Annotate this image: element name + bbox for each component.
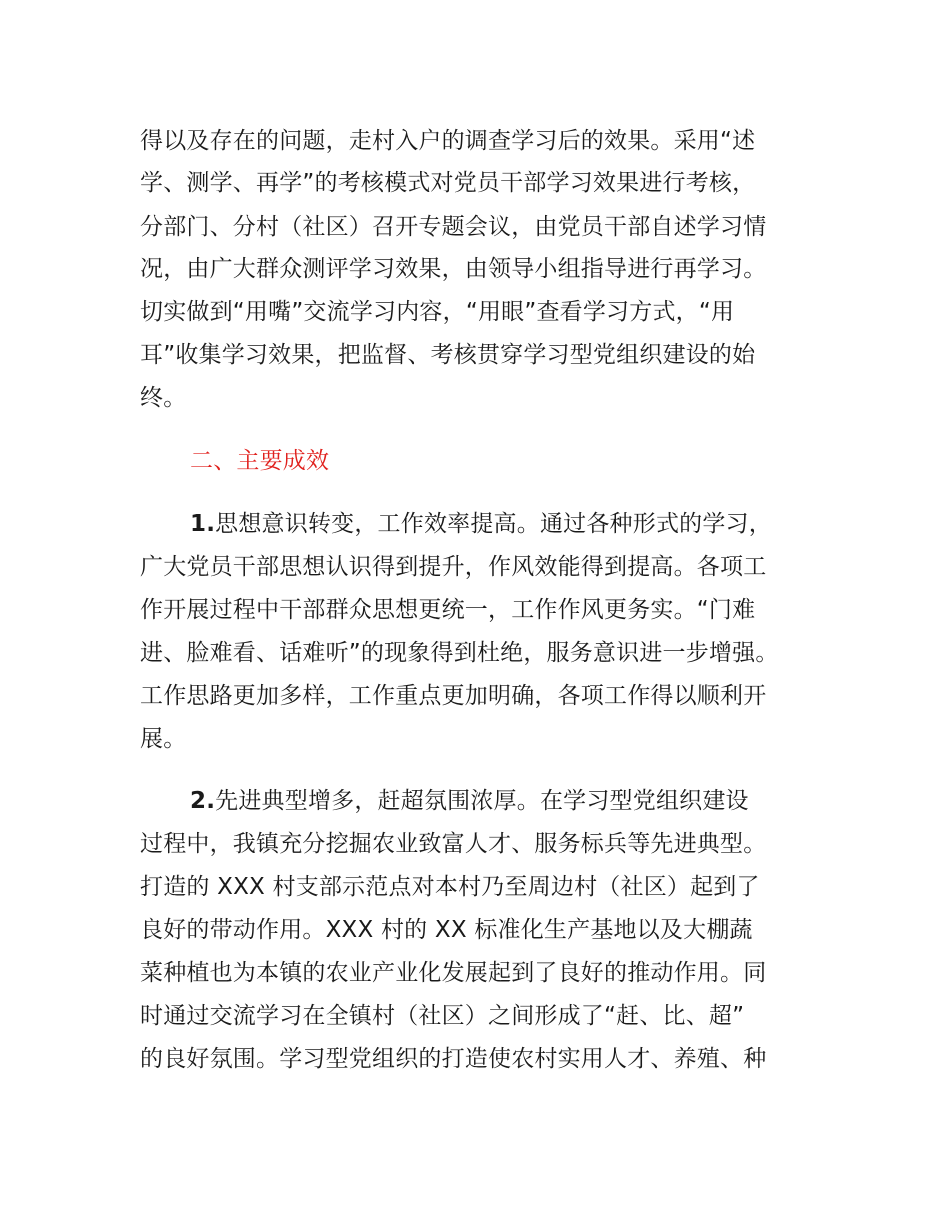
item-1-text: 思想意识转变，工作效率提高。通过各种形式的学习，	[215, 511, 772, 537]
paragraph-1-line-1: 得以及存在的问题，走村入户的调查学习后的效果。采用“述	[140, 128, 756, 154]
item-2-text: 先进典型增多，赶超氛围浓厚。在学习型党组织建设	[215, 788, 749, 814]
item-1-line-1	[190, 507, 820, 541]
paragraph-1-line-5: 切实做到“用嘴”交流学习内容，“用眼”查看学习方式，“用	[140, 299, 735, 325]
item-1-line-6: 展。	[140, 726, 187, 752]
paragraph-1-line-2: 学、测学、再学”的考核模式对党员干部学习效果进行考核，	[140, 170, 756, 196]
item-2-number: 2.	[190, 788, 216, 814]
item-2-line-5: 菜种植也为本镇的农业产业化发展起到了良好的推动作用。同	[140, 960, 767, 986]
paragraph-1-line-4: 况，由广大群众测评学习效果，由领导小组指导进行再学习。	[140, 256, 767, 282]
item-2-line-2: 过程中，我镇充分挖掘农业致富人才、服务标兵等先进典型。	[140, 831, 767, 857]
item-1-line-3: 作开展过程中干部群众思想更统一，工作作风更务实。“门难	[140, 597, 756, 623]
item-2-line-7: 的良好氛围。学习型党组织的打造使农村实用人才、养殖、种	[140, 1046, 767, 1072]
item-1-line-2: 广大党员干部思想认识得到提升，作风效能得到提高。各项工	[140, 554, 767, 580]
paragraph-1-line-3: 分部门、分村（社区）召开专题会议，由党员干部自述学习情	[140, 214, 767, 240]
item-1-line-5: 工作思路更加多样，工作重点更加明确，各项工作得以顺利开	[140, 683, 767, 709]
item-2-line-6: 时通过交流学习在全镇村（社区）之间形成了“赶、比、超”	[140, 1003, 745, 1029]
paragraph-1-line-6: 耳”收集学习效果，把监督、考核贯穿学习型党组织建设的始	[140, 342, 756, 368]
paragraph-1-line-7: 终。	[140, 385, 187, 411]
item-2-line-4: 良好的带动作用。XXX 村的 XX 标准化生产基地以及大棚蔬	[140, 917, 753, 943]
section-heading: 二、主要成效	[190, 448, 330, 474]
item-2-line-3: 打造的 XXX 村支部示范点对本村乃至周边村（社区）起到了	[140, 874, 760, 900]
item-1-number: 1.	[190, 511, 216, 537]
item-1-line-4: 进、脸难看、话难听”的现象得到杜绝，服务意识进一步增强。	[140, 640, 779, 666]
item-2-line-1	[190, 784, 820, 818]
